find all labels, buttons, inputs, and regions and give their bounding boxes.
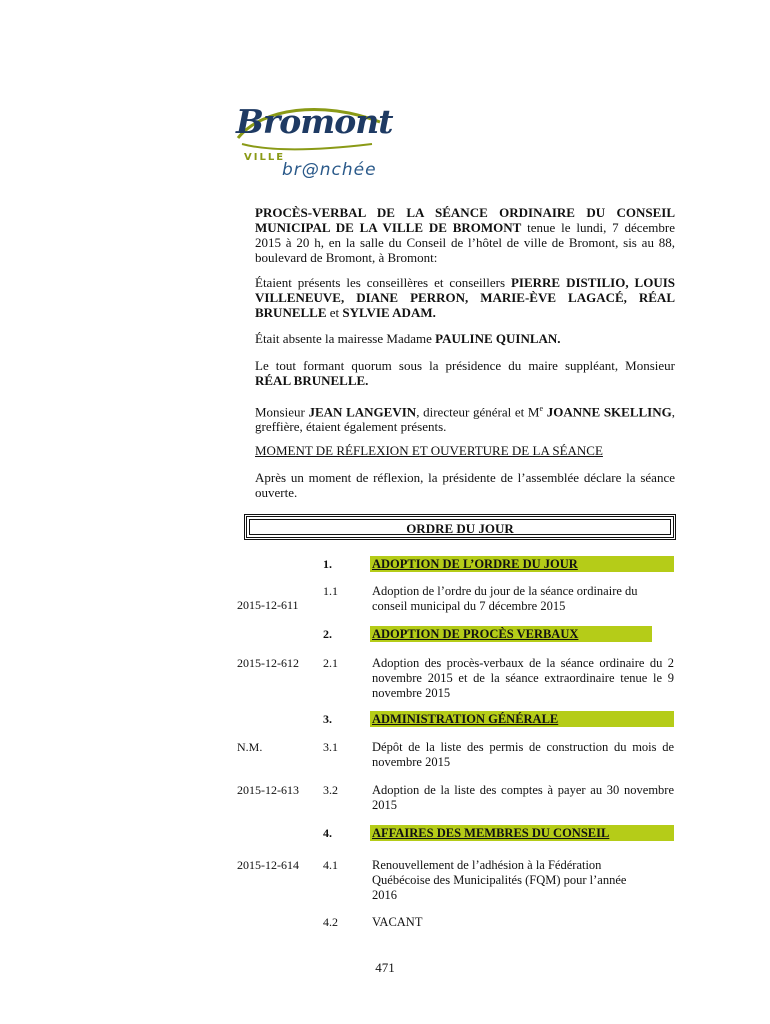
item-3-1-text: Dépôt de la liste des permis de construction du mois de novembre 2015 (372, 740, 674, 769)
logo-ville-text: VILLE (244, 152, 286, 163)
presents-last: SYLVIE ADAM. (342, 305, 436, 320)
item-3-2-number: 3.2 (323, 783, 338, 797)
moment-paragraph: Après un moment de réflexion, la présidente de l’assemblée déclare la séance ouverte. (255, 470, 675, 500)
quorum-paragraph (255, 358, 675, 388)
presents-lead: Étaient présents les conseillères et conseillers (255, 275, 511, 290)
item-3-2-resolution: 2015-12-613 (237, 783, 299, 797)
moment-heading: MOMENT DE RÉFLEXION ET OUVERTURE DE LA SÉANCE (255, 443, 603, 458)
section-2-title: ADOPTION DE PROCÈS VERBAUX (370, 626, 652, 642)
officers-name2: JOANNE SKELLING (543, 404, 672, 420)
bromont-logo (232, 100, 392, 188)
section-3-title: ADMINISTRATION GÉNÉRALE (370, 711, 674, 727)
presents-paragraph (255, 275, 675, 320)
quorum-name: RÉAL BRUNELLE. (255, 373, 369, 388)
absente-paragraph (255, 331, 675, 346)
item-3-1-number: 3.1 (323, 740, 338, 754)
officers-name1: JEAN LANGEVIN (308, 404, 417, 420)
officers-mid: , directeur général et M (416, 404, 540, 420)
intro-title: PROCÈS-VERBAL DE LA SÉANCE ORDINAIRE DU CONSEIL MUNICIPAL DE LA VILLE DE BROMONT (255, 205, 675, 235)
quorum-lead: Le tout formant quorum sous la présidence du maire suppléant, Monsieur (255, 358, 675, 373)
section-3-number: 3. (323, 712, 332, 726)
officers-paragraph (255, 401, 675, 434)
absente-name: PAULINE QUINLAN. (435, 331, 561, 346)
item-1-1-text: Adoption de l’ordre du jour de la séance ordinaire du conseil municipal du 7 décembre 2015 (372, 584, 638, 613)
absente-lead: Était absente la mairesse Madame (255, 331, 436, 346)
intro-rest: tenue le lundi, 7 décembre 2015 à 20 h, en la salle du Conseil de l’hôtel de ville de Bromont, sis au 88, boulevard de Bromont, à Bromont: (255, 220, 676, 265)
page-number: 471 (375, 960, 395, 975)
item-1-1-number: 1.1 (323, 584, 338, 598)
item-1-1-resolution: 2015-12-611 (237, 598, 299, 612)
section-1-number: 1. (323, 557, 332, 571)
officers-sup: e (539, 404, 544, 413)
section-4-title: AFFAIRES DES MEMBRES DU CONSEIL (370, 825, 674, 841)
item-3-1-resolution: N.M. (237, 740, 263, 754)
presents-and: et (326, 305, 343, 320)
item-2-1-number: 2.1 (323, 656, 338, 670)
item-3-2-text: Adoption de la liste des comptes à payer au 30 novembre 2015 (372, 783, 674, 812)
section-1-title: ADOPTION DE L’ORDRE DU JOUR (370, 556, 674, 572)
officers-lead: Monsieur (255, 404, 309, 420)
logo-brand-text: Bromont (236, 102, 393, 141)
item-2-1-resolution: 2015-12-612 (237, 656, 299, 670)
logo-tagline: br@nchée (282, 160, 377, 180)
section-2-number: 2. (323, 627, 332, 641)
section-4-number: 4. (323, 826, 332, 840)
item-4-2-number: 4.2 (323, 915, 338, 929)
item-2-1-text: Adoption des procès-verbaux de la séance ordinaire du 2 novembre 2015 et de la séance extraordinaire tenue le 9 novembre 2015 (372, 656, 674, 700)
item-4-2-text: VACANT (372, 915, 423, 929)
ordre-du-jour-title: ORDRE DU JOUR (406, 521, 514, 536)
ordre-du-jour-box (244, 514, 676, 540)
officers-rest: , greffière, étaient également présents. (255, 404, 675, 435)
item-4-1-resolution: 2015-12-614 (237, 858, 299, 872)
item-4-1-number: 4.1 (323, 858, 338, 872)
intro-paragraph (255, 205, 675, 265)
presents-names: PIERRE DISTILIO, LOUIS VILLENEUVE, DIANE PERRON, MARIE-ÈVE LAGACÉ, RÉAL BRUNELLE (255, 275, 675, 320)
item-4-1-text: Renouvellement de l’adhésion à la Fédération Québécoise des Municipalités (FQM) pour l’année 2016 (372, 858, 627, 902)
